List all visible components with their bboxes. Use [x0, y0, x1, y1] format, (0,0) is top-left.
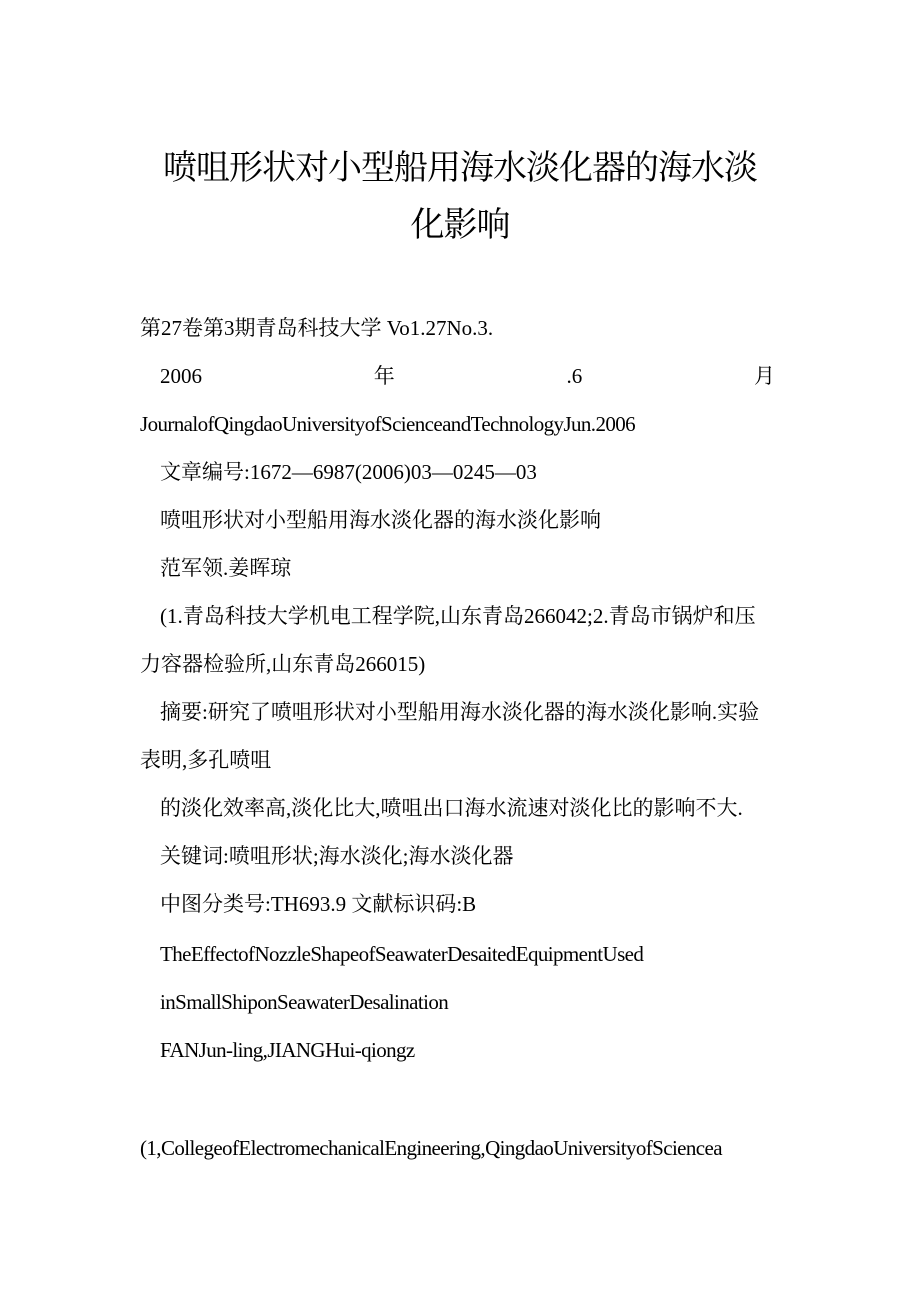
classification-number: 中图分类号:TH693.9 文献标识码:B [160, 892, 477, 916]
journal-volume-line: 第27卷第3期青岛科技大学 Vo1.27No.3. [140, 316, 494, 340]
date-year-char: 年 [373, 364, 395, 388]
document-title-line-1: 喷咀形状对小型船用海水淡化器的海水淡 [163, 148, 757, 188]
date-month-char: 月 [754, 364, 775, 388]
english-authors: FANJun-ling,JIANGHui-qiongz [160, 1038, 415, 1062]
english-title-line-2: inSmallShiponSeawaterDesalination [160, 990, 449, 1014]
abstract-line-2: 表明,多孔喷咀 [140, 748, 272, 772]
date-year: 2006 [160, 364, 202, 388]
authors: 范军领.姜晖琼 [160, 556, 292, 580]
journal-english-name: JournalofQingdaoUniversityofScienceandTechnologyJun.2006 [140, 412, 636, 436]
abstract-line-3: 的淡化效率高,淡化比大,喷咀出口海水流速对淡化比的影响不大. [160, 796, 743, 820]
english-title-line-1: TheEffectofNozzleShapeofSeawaterDesaitedEquipmentUsed [160, 942, 644, 966]
article-title: 喷咀形状对小型船用海水淡化器的海水淡化影响 [160, 508, 601, 532]
document-title-line-2: 化影响 [410, 205, 510, 245]
abstract-line-1: 摘要:研究了喷咀形状对小型船用海水淡化器的海水淡化影响.实验 [160, 700, 760, 724]
affiliation-line-2: 力容器检验所,山东青岛266015) [140, 652, 426, 676]
date-month: .6 [566, 364, 583, 388]
keywords: 关键词:喷咀形状;海水淡化;海水淡化器 [160, 844, 514, 868]
english-affiliation: (1,CollegeofElectromechanicalEngineering,QingdaoUniversityofSciencea [140, 1136, 722, 1160]
publication-date-line [160, 363, 775, 389]
affiliation-line-1: (1.青岛科技大学机电工程学院,山东青岛266042;2.青岛市锅炉和压 [160, 604, 756, 628]
article-number: 文章编号:1672—6987(2006)03—0245—03 [160, 460, 537, 484]
